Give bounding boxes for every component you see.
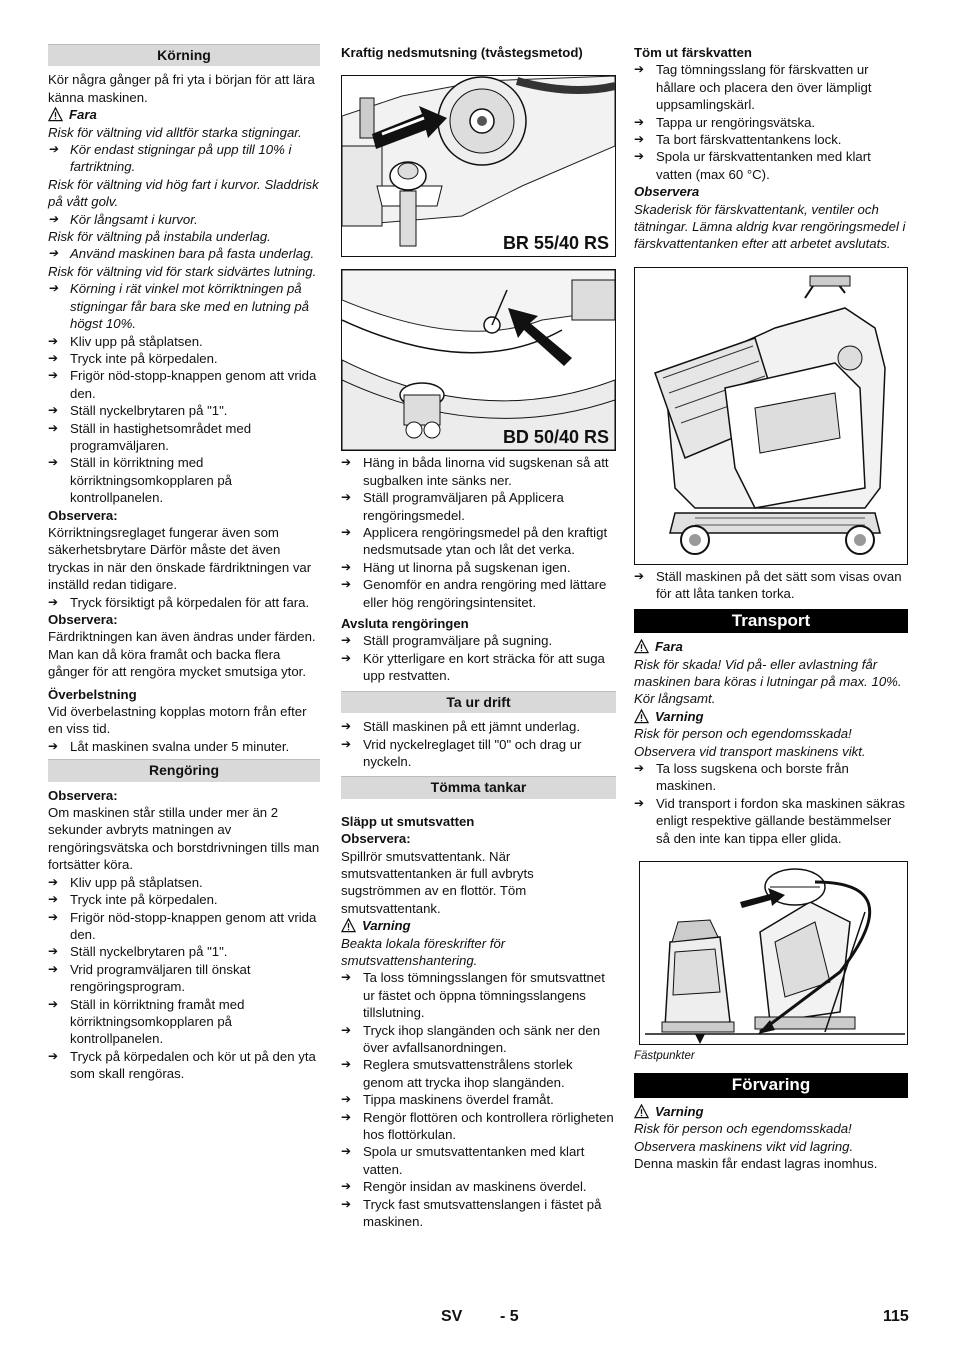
bullet-step: ➔ Vrid nyckelreglaget till "0" och drag ur nyckeln. — [341, 736, 582, 769]
bullet-step: ➔ Häng ut linorna på sugskenan igen. — [341, 559, 571, 575]
arrow-icon: ➔ — [341, 455, 352, 470]
risk-text: Risk för vältning vid för stark sidvärtes lutning. — [48, 263, 317, 279]
overload-text: Vid överbelastning kopplas motorn från efter en viss tid. — [48, 704, 307, 737]
bullet-step: ➔ Spola ur färskvattentanken med klart vatten (max 60 °C). — [634, 149, 871, 182]
warning-text: Beakta lokala föreskrifter för smutsvattenshantering. — [341, 935, 506, 968]
section-heading-transport: Transport — [634, 609, 908, 633]
bullet-step: ➔ Ställ in körriktning med körriktningsomkopplaren på kontrollpanelen. — [48, 455, 232, 506]
note-title: Observera — [634, 184, 700, 200]
note-text: Om maskinen står stilla under mer än 2 sekunder avbryts matningen av rengöringsvätska och borstdrivningen tills man fortsätter köra. — [48, 805, 320, 873]
arrow-icon: ➔ — [634, 132, 645, 147]
arrow-icon: ➔ — [48, 368, 59, 383]
bullet-step: ➔ Ställ in körriktning framåt med körriktningsomkopplaren på kontrollpanelen. — [48, 996, 245, 1047]
bullet-step: ➔ Körning i rät vinkel mot körriktningen på stigningar får bara ske med en lutning på högst 10%. — [48, 281, 309, 332]
arrow-icon: ➔ — [634, 62, 645, 77]
note-text: Spillrör smutsvattentank. När smutsvattentanken är full avbryts sugströmmen av en flottör. Töm smutsvattentank. — [341, 848, 534, 916]
arrow-icon: ➔ — [48, 333, 59, 348]
arrow-icon: ➔ — [48, 961, 59, 976]
arrow-icon: ➔ — [341, 1179, 352, 1194]
note-title: Observera: — [48, 787, 118, 803]
arrow-icon: ➔ — [341, 650, 352, 665]
figure-bd-suction-bar — [341, 269, 616, 451]
finish-cleaning-title: Avsluta rengöringen — [341, 616, 469, 632]
section-heading-korning: Körning — [48, 44, 320, 66]
bullet-step: ➔ Rengör insidan av maskinens överdel. — [341, 1179, 587, 1195]
arrow-icon: ➔ — [341, 577, 352, 592]
arrow-icon: ➔ — [48, 420, 59, 435]
bullet-step: ➔ Vid transport i fordon ska maskinen säkras enligt respektive gällande bestämmelser så den inte kan tippa eller glida. — [634, 795, 905, 846]
fresh-water-title: Töm ut färskvatten — [634, 45, 752, 60]
bullet-step: ➔ Tryck ihop slangänden och sänk ner den över avfallsanordningen. — [341, 1022, 601, 1055]
arrow-icon: ➔ — [634, 760, 645, 775]
machine-tilted-illustration — [635, 268, 907, 564]
arrow-icon: ➔ — [341, 1022, 352, 1037]
bullet-step: ➔ Tryck på körpedalen och kör ut på den yta som skall rengöras. — [48, 1048, 316, 1082]
bullet-step: ➔ Låt maskinen svalna under 5 minuter. — [48, 738, 290, 754]
heavy-soiling-title: Kraftig nedsmutsning (tvåstegsmetod) — [341, 45, 583, 60]
column-left — [48, 44, 320, 1083]
arrow-icon: ➔ — [341, 719, 352, 734]
bullet-step: ➔ Tag tömningsslang för färskvatten ur hållare och placera den över lämpligt uppsamlingskärl. — [634, 62, 872, 113]
figure-label: BR 55/40 RS — [502, 233, 609, 253]
arrow-icon: ➔ — [48, 909, 59, 924]
overload-title: Överbelstning — [48, 686, 137, 702]
column-middle — [341, 44, 616, 1230]
section-heading-forvaring: Förvaring — [634, 1073, 908, 1097]
bullet-step: ➔ Tryck inte på körpedalen. — [48, 350, 218, 366]
bullet-step: ➔ Frigör nöd-stopp-knappen genom att vrida den. — [48, 909, 317, 942]
language-code: SV — [441, 1308, 463, 1325]
bullet-step: ➔ Applicera rengöringsmedel på den kraftigt nedsmutsade ytan och låt det verka. — [341, 525, 608, 558]
arrow-icon: ➔ — [341, 736, 352, 751]
bullet-step: ➔ Ta loss sugskena och borste från maskinen. — [634, 760, 849, 794]
arrow-icon: ➔ — [48, 142, 59, 157]
arrow-icon: ➔ — [48, 738, 59, 753]
bullet-step: ➔ Tryck inte på körpedalen. — [48, 892, 218, 908]
arrow-icon: ➔ — [341, 1092, 352, 1107]
warning-triangle-icon — [48, 107, 63, 122]
arrow-icon: ➔ — [48, 403, 59, 418]
arrow-icon: ➔ — [48, 211, 59, 226]
bullet-step: ➔ Ställ maskinen på ett jämnt underlag. — [341, 719, 580, 735]
arrow-icon: ➔ — [48, 892, 59, 907]
figure-caption: Fästpunkter — [634, 1049, 695, 1062]
arrow-icon: ➔ — [341, 559, 352, 574]
bullet-step: ➔ Häng in båda linorna vid sugskenan så att sugbalken inte sänks ner. — [341, 455, 609, 488]
arrow-icon: ➔ — [341, 1144, 352, 1159]
arrow-icon: ➔ — [341, 1057, 352, 1072]
figure-transport-fastening — [639, 861, 908, 1045]
bullet-step: ➔ Reglera smutsvattenstrålens storlek genom att trycka ihop slangänden. — [341, 1057, 573, 1090]
bullet-step: ➔ Frigör nöd-stopp-knappen genom att vrida den. — [48, 368, 317, 401]
arrow-icon: ➔ — [634, 149, 645, 164]
warning-triangle-icon — [341, 918, 356, 933]
warning-label: Varning — [341, 917, 616, 934]
arrow-icon: ➔ — [48, 350, 59, 365]
arrow-icon: ➔ — [48, 246, 59, 261]
bullet-step: ➔ Kör endast stigningar på upp till 10% i fartriktning. — [48, 142, 292, 175]
arrow-icon: ➔ — [48, 281, 59, 296]
korning-intro: Kör några gånger på fri yta i början för att lära känna maskinen. — [48, 72, 315, 105]
note-title: Observera: — [48, 507, 118, 523]
figure-tank-drying — [634, 267, 908, 565]
arrow-icon: ➔ — [634, 568, 645, 583]
bullet-step: ➔ Kör långsamt i kurvor. — [48, 211, 198, 227]
risk-text: Risk för vältning på instabila underlag. — [48, 229, 271, 245]
subheading-drain-waste: Släpp ut smutsvatten — [341, 813, 475, 829]
bullet-step: ➔ Ställ programväljaren på Applicera rengöringsmedel. — [341, 490, 564, 523]
figure-label: BD 50/40 RS — [502, 427, 609, 447]
risk-text: Risk för vältning vid hög fart i kurvor. Sladdrisk på vått golv. — [48, 176, 319, 210]
warning-text: Risk för person och egendomsskada! Observera maskinens vikt vid lagring. — [634, 1121, 854, 1154]
bullet-step: ➔ Tryck försiktigt på körpedalen för att fara. — [48, 594, 310, 610]
arrow-icon: ➔ — [48, 594, 59, 609]
figure-br-suction-bar — [341, 75, 616, 257]
note-text: Skaderisk för färskvattentank, ventiler och tätningar. Lämna aldrig kvar rengöringsmedel i färskvattentanken efter att arbetet avslutats. — [634, 201, 906, 252]
bullet-step: ➔ Spola ur smutsvattentanken med klart vatten. — [341, 1144, 585, 1177]
bullet-step: ➔ Ta loss tömningsslangen för smutsvattnet ur fästet och öppna tömningsslangens tillslutning. — [341, 970, 605, 1021]
note-text: Färdriktningen kan även ändras under färden. Man kan då köra framåt och backa flera gånger för att rengöra mycket smutsiga ytor. — [48, 629, 316, 680]
arrow-icon: ➔ — [48, 996, 59, 1011]
warning-label: Varning — [634, 1103, 908, 1120]
bullet-step: ➔ Ställ maskinen på det sätt som visas ovan för att låta tanken torka. — [634, 568, 902, 602]
arrow-icon: ➔ — [634, 795, 645, 810]
arrow-icon: ➔ — [48, 455, 59, 470]
arrow-icon: ➔ — [634, 114, 645, 129]
bullet-step: ➔ Genomför en andra rengöring med lättare eller hög rengöringsintensitet. — [341, 577, 607, 610]
bullet-step: ➔ Använd maskinen bara på fasta underlag. — [48, 246, 315, 262]
bullet-step: ➔ Tryck fast smutsvattenslangen i fästet på maskinen. — [341, 1196, 602, 1230]
bullet-step: ➔ Rengör flottören och kontrollera rörligheten hos flottörkulan. — [341, 1109, 614, 1143]
warning-triangle-icon — [634, 709, 649, 724]
local-page-number: - 5 — [500, 1308, 519, 1325]
arrow-icon: ➔ — [341, 633, 352, 648]
bullet-step: ➔ Ställ nyckelbrytaren på "1". — [48, 403, 228, 419]
bullet-step: ➔ Tippa maskinens överdel framåt. — [341, 1092, 554, 1108]
section-heading-ta-ur-drift: Ta ur drift — [341, 691, 616, 713]
arrow-icon: ➔ — [341, 970, 352, 985]
section-heading-rengoring: Rengöring — [48, 759, 320, 781]
warning-label: Varning — [634, 708, 908, 725]
bullet-step: ➔ Kliv upp på ståplatsen. — [48, 333, 203, 349]
bullet-step: ➔ Vrid programväljaren till önskat rengöringsprogram. — [48, 961, 251, 995]
bullet-step: ➔ Tappa ur rengöringsvätska. — [634, 114, 816, 130]
danger-label: Fara — [48, 106, 320, 123]
arrow-icon: ➔ — [341, 490, 352, 505]
column-right — [634, 44, 908, 1172]
arrow-icon: ➔ — [48, 874, 59, 889]
bullet-step: ➔ Ställ nyckelbrytaren på "1". — [48, 944, 228, 960]
note-title: Observera: — [341, 831, 411, 847]
bullet-step: ➔ Kliv upp på ståplatsen. — [48, 874, 203, 890]
bullet-step: ➔ Kör ytterligare en kort sträcka för att suga upp restvatten. — [341, 650, 605, 684]
bullet-step: ➔ Ta bort färskvattentankens lock. — [634, 132, 842, 148]
danger-label: Fara — [634, 638, 908, 655]
note-title: Observera: — [48, 612, 118, 627]
storage-text: Denna maskin får endast lagras inomhus. — [634, 1156, 878, 1171]
bullet-step: ➔ Ställ programväljare på sugning. — [341, 633, 553, 649]
arrow-icon: ➔ — [48, 1048, 59, 1063]
warning-triangle-icon — [634, 639, 649, 654]
arrow-icon: ➔ — [48, 944, 59, 959]
warning-text: Risk för person och egendomsskada! Observera vid transport maskinens vikt. — [634, 726, 866, 759]
arrow-icon: ➔ — [341, 525, 352, 540]
section-heading-tomma-tankar: Tömma tankar — [341, 776, 616, 798]
danger-text: Risk för skada! Vid på- eller avlastning får maskinen bara köras i lutningar på max. 10%. Kör långsamt. — [634, 656, 902, 707]
page-number: 115 — [883, 1308, 909, 1325]
bullet-step: ➔ Ställ in hastighetsområdet med programväljaren. — [48, 420, 252, 453]
suction-bar-illustration — [342, 270, 615, 450]
fastening-points-illustration — [640, 862, 908, 1044]
note-text: Körriktningsreglaget fungerar även som säkerhetsbrytare Därför måste det även tryckas in när den önskade färdriktningen var inställd redan tidigare. — [48, 524, 312, 593]
warning-triangle-icon — [634, 1104, 649, 1119]
arrow-icon: ➔ — [341, 1109, 352, 1124]
risk-text: Risk för vältning vid alltför starka stigningar. — [48, 124, 302, 140]
arrow-icon: ➔ — [341, 1196, 352, 1211]
suction-bar-illustration — [342, 76, 615, 256]
